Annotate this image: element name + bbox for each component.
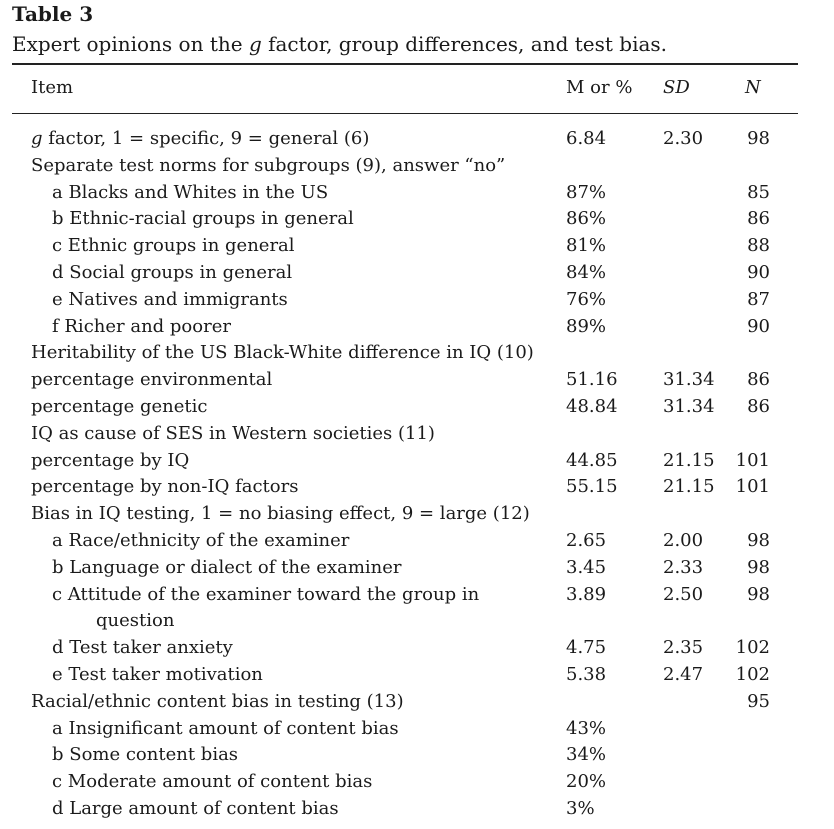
row-n-value: 101 — [735, 476, 770, 498]
row-label — [31, 448, 189, 475]
row-sd-value: 2.00 — [663, 529, 704, 551]
row-m-value: 20% — [566, 771, 607, 793]
header-n: N — [745, 77, 761, 98]
row-label-text: IQ as cause of SES in Western societies (11) — [31, 422, 435, 444]
table-row — [12, 608, 798, 635]
row-label — [31, 501, 530, 528]
row-label — [52, 716, 399, 743]
row-label — [96, 608, 174, 635]
caption-after: factor, group differences, and test bias. — [261, 32, 668, 56]
row-m-value: 2.65 — [566, 529, 607, 551]
row-label-text: f Richer and poorer — [52, 315, 231, 337]
row-label — [52, 528, 349, 555]
top-rule — [12, 63, 798, 65]
row-label-text: percentage by IQ — [31, 449, 190, 471]
row-n-value: 102 — [735, 637, 770, 659]
row-n-value: 98 — [747, 583, 770, 605]
table-row — [12, 689, 798, 716]
row-label — [31, 421, 435, 448]
table-row — [12, 555, 798, 582]
table-row — [12, 421, 798, 448]
row-n-value: 88 — [747, 235, 770, 257]
row-label — [52, 180, 328, 207]
table-row — [12, 635, 798, 662]
table-row — [12, 662, 798, 689]
row-sd-value: 31.34 — [663, 369, 715, 391]
row-label — [31, 367, 272, 394]
row-label-text: factor, 1 = specific, 9 = general (6) — [42, 128, 370, 149]
table-row — [12, 153, 798, 180]
row-m-value: 51.16 — [566, 369, 618, 391]
row-n-value: 85 — [747, 181, 770, 203]
row-label — [31, 126, 369, 153]
row-n-value: 86 — [747, 369, 770, 391]
table-row — [12, 501, 798, 528]
row-m-value: 55.15 — [566, 476, 618, 498]
row-sd-value: 2.33 — [663, 556, 704, 578]
row-n-value: 101 — [735, 449, 770, 471]
row-n-value: 102 — [735, 663, 770, 685]
row-label-text: Racial/ethnic content bias in testing (13) — [31, 690, 404, 712]
row-label-text: e Test taker motivation — [52, 663, 263, 685]
row-label-text: b Ethnic-racial groups in general — [52, 208, 354, 230]
row-label-text: c Ethnic groups in general — [52, 235, 295, 257]
row-m-value: 86% — [566, 208, 607, 230]
row-m-value: 3.45 — [566, 556, 607, 578]
row-label — [52, 260, 292, 287]
row-label-text: a Blacks and Whites in the US — [52, 181, 329, 203]
row-label — [52, 662, 263, 689]
row-label — [52, 582, 479, 609]
row-label — [52, 206, 354, 233]
table-row — [12, 769, 798, 796]
table-row — [12, 716, 798, 743]
table-row — [12, 394, 798, 421]
row-label — [52, 635, 233, 662]
header-item: Item — [31, 77, 74, 98]
row-label-text: b Some content bias — [52, 744, 239, 766]
row-m-value: 87% — [566, 181, 607, 203]
caption-italic: g — [248, 32, 262, 56]
row-label-text: Bias in IQ testing, 1 = no biasing effect, 9 = large (12) — [31, 503, 530, 525]
row-label-text: d Social groups in general — [52, 261, 293, 283]
row-label-text: question — [96, 610, 175, 632]
row-m-value: 6.84 — [566, 128, 607, 149]
row-label-text: b Language or dialect of the examiner — [52, 556, 402, 578]
row-m-value: 34% — [566, 744, 607, 766]
row-sd-value: 2.30 — [663, 128, 704, 149]
row-label-text: Heritability of the US Black-White difference in IQ (10) — [31, 342, 534, 364]
row-sd-value: 2.35 — [663, 637, 704, 659]
row-label — [52, 796, 339, 823]
row-label — [31, 394, 207, 421]
row-label-text: percentage by non-IQ factors — [31, 476, 299, 498]
row-label — [31, 340, 534, 367]
row-label — [52, 742, 238, 769]
row-sd-value: 21.15 — [663, 476, 715, 498]
table-row — [12, 796, 798, 823]
row-label-text: percentage environmental — [31, 369, 273, 391]
row-n-value: 98 — [747, 556, 770, 578]
header-rule — [12, 113, 798, 114]
row-label-italic: g — [31, 128, 43, 149]
row-n-value: 95 — [747, 690, 770, 712]
row-label-text: c Moderate amount of content bias — [52, 771, 373, 793]
table-body — [12, 126, 798, 823]
row-label-text: a Insignificant amount of content bias — [52, 717, 399, 739]
row-label-text: d Test taker anxiety — [52, 637, 233, 659]
row-sd-value: 21.15 — [663, 449, 715, 471]
row-sd-value: 31.34 — [663, 395, 715, 417]
row-sd-value: 2.47 — [663, 663, 704, 685]
row-sd-value: 2.50 — [663, 583, 704, 605]
row-label — [52, 287, 288, 314]
row-n-value: 90 — [747, 315, 770, 337]
row-n-value: 87 — [747, 288, 770, 310]
header-sd: SD — [663, 77, 690, 98]
table-label: Table 3 — [12, 2, 94, 26]
row-m-value: 3% — [566, 797, 595, 819]
row-m-value: 48.84 — [566, 395, 618, 417]
caption-before: Expert opinions on the — [12, 32, 249, 56]
table-row — [12, 287, 798, 314]
table-row — [12, 742, 798, 769]
table-row — [12, 582, 798, 609]
table-row — [12, 367, 798, 394]
row-label-text: Separate test norms for subgroups (9), answer “no” — [31, 154, 506, 176]
row-n-value: 98 — [747, 529, 770, 551]
row-m-value: 44.85 — [566, 449, 618, 471]
row-label — [52, 769, 372, 796]
table-row — [12, 474, 798, 501]
table-row — [12, 448, 798, 475]
row-n-value: 98 — [747, 128, 770, 149]
row-m-value: 3.89 — [566, 583, 607, 605]
table-row — [12, 340, 798, 367]
row-m-value: 89% — [566, 315, 607, 337]
table-row — [12, 233, 798, 260]
row-m-value: 4.75 — [566, 637, 607, 659]
table-row — [12, 314, 798, 341]
row-label-text: percentage genetic — [31, 395, 208, 417]
row-label-text: a Race/ethnicity of the examiner — [52, 529, 350, 551]
row-label — [31, 153, 505, 180]
table-row — [12, 180, 798, 207]
row-label — [52, 314, 231, 341]
row-m-value: 84% — [566, 261, 607, 283]
row-m-value: 5.38 — [566, 663, 607, 685]
row-label — [52, 233, 295, 260]
row-label — [31, 689, 404, 716]
table-row — [12, 528, 798, 555]
table-row — [12, 260, 798, 287]
table-row — [12, 126, 798, 153]
row-m-value: 81% — [566, 235, 607, 257]
row-label — [31, 474, 298, 501]
row-n-value: 86 — [747, 395, 770, 417]
table-row — [12, 206, 798, 233]
row-label-text: d Large amount of content bias — [52, 797, 339, 819]
table-caption — [12, 31, 667, 57]
row-m-value: 43% — [566, 717, 607, 739]
row-n-value: 90 — [747, 261, 770, 283]
row-n-value: 86 — [747, 208, 770, 230]
row-label-text: e Natives and immigrants — [52, 288, 288, 310]
row-label-text: c Attitude of the examiner toward the group in — [52, 583, 480, 605]
header-m-or-percent: M or % — [566, 77, 633, 98]
row-m-value: 76% — [566, 288, 607, 310]
row-label — [52, 555, 402, 582]
